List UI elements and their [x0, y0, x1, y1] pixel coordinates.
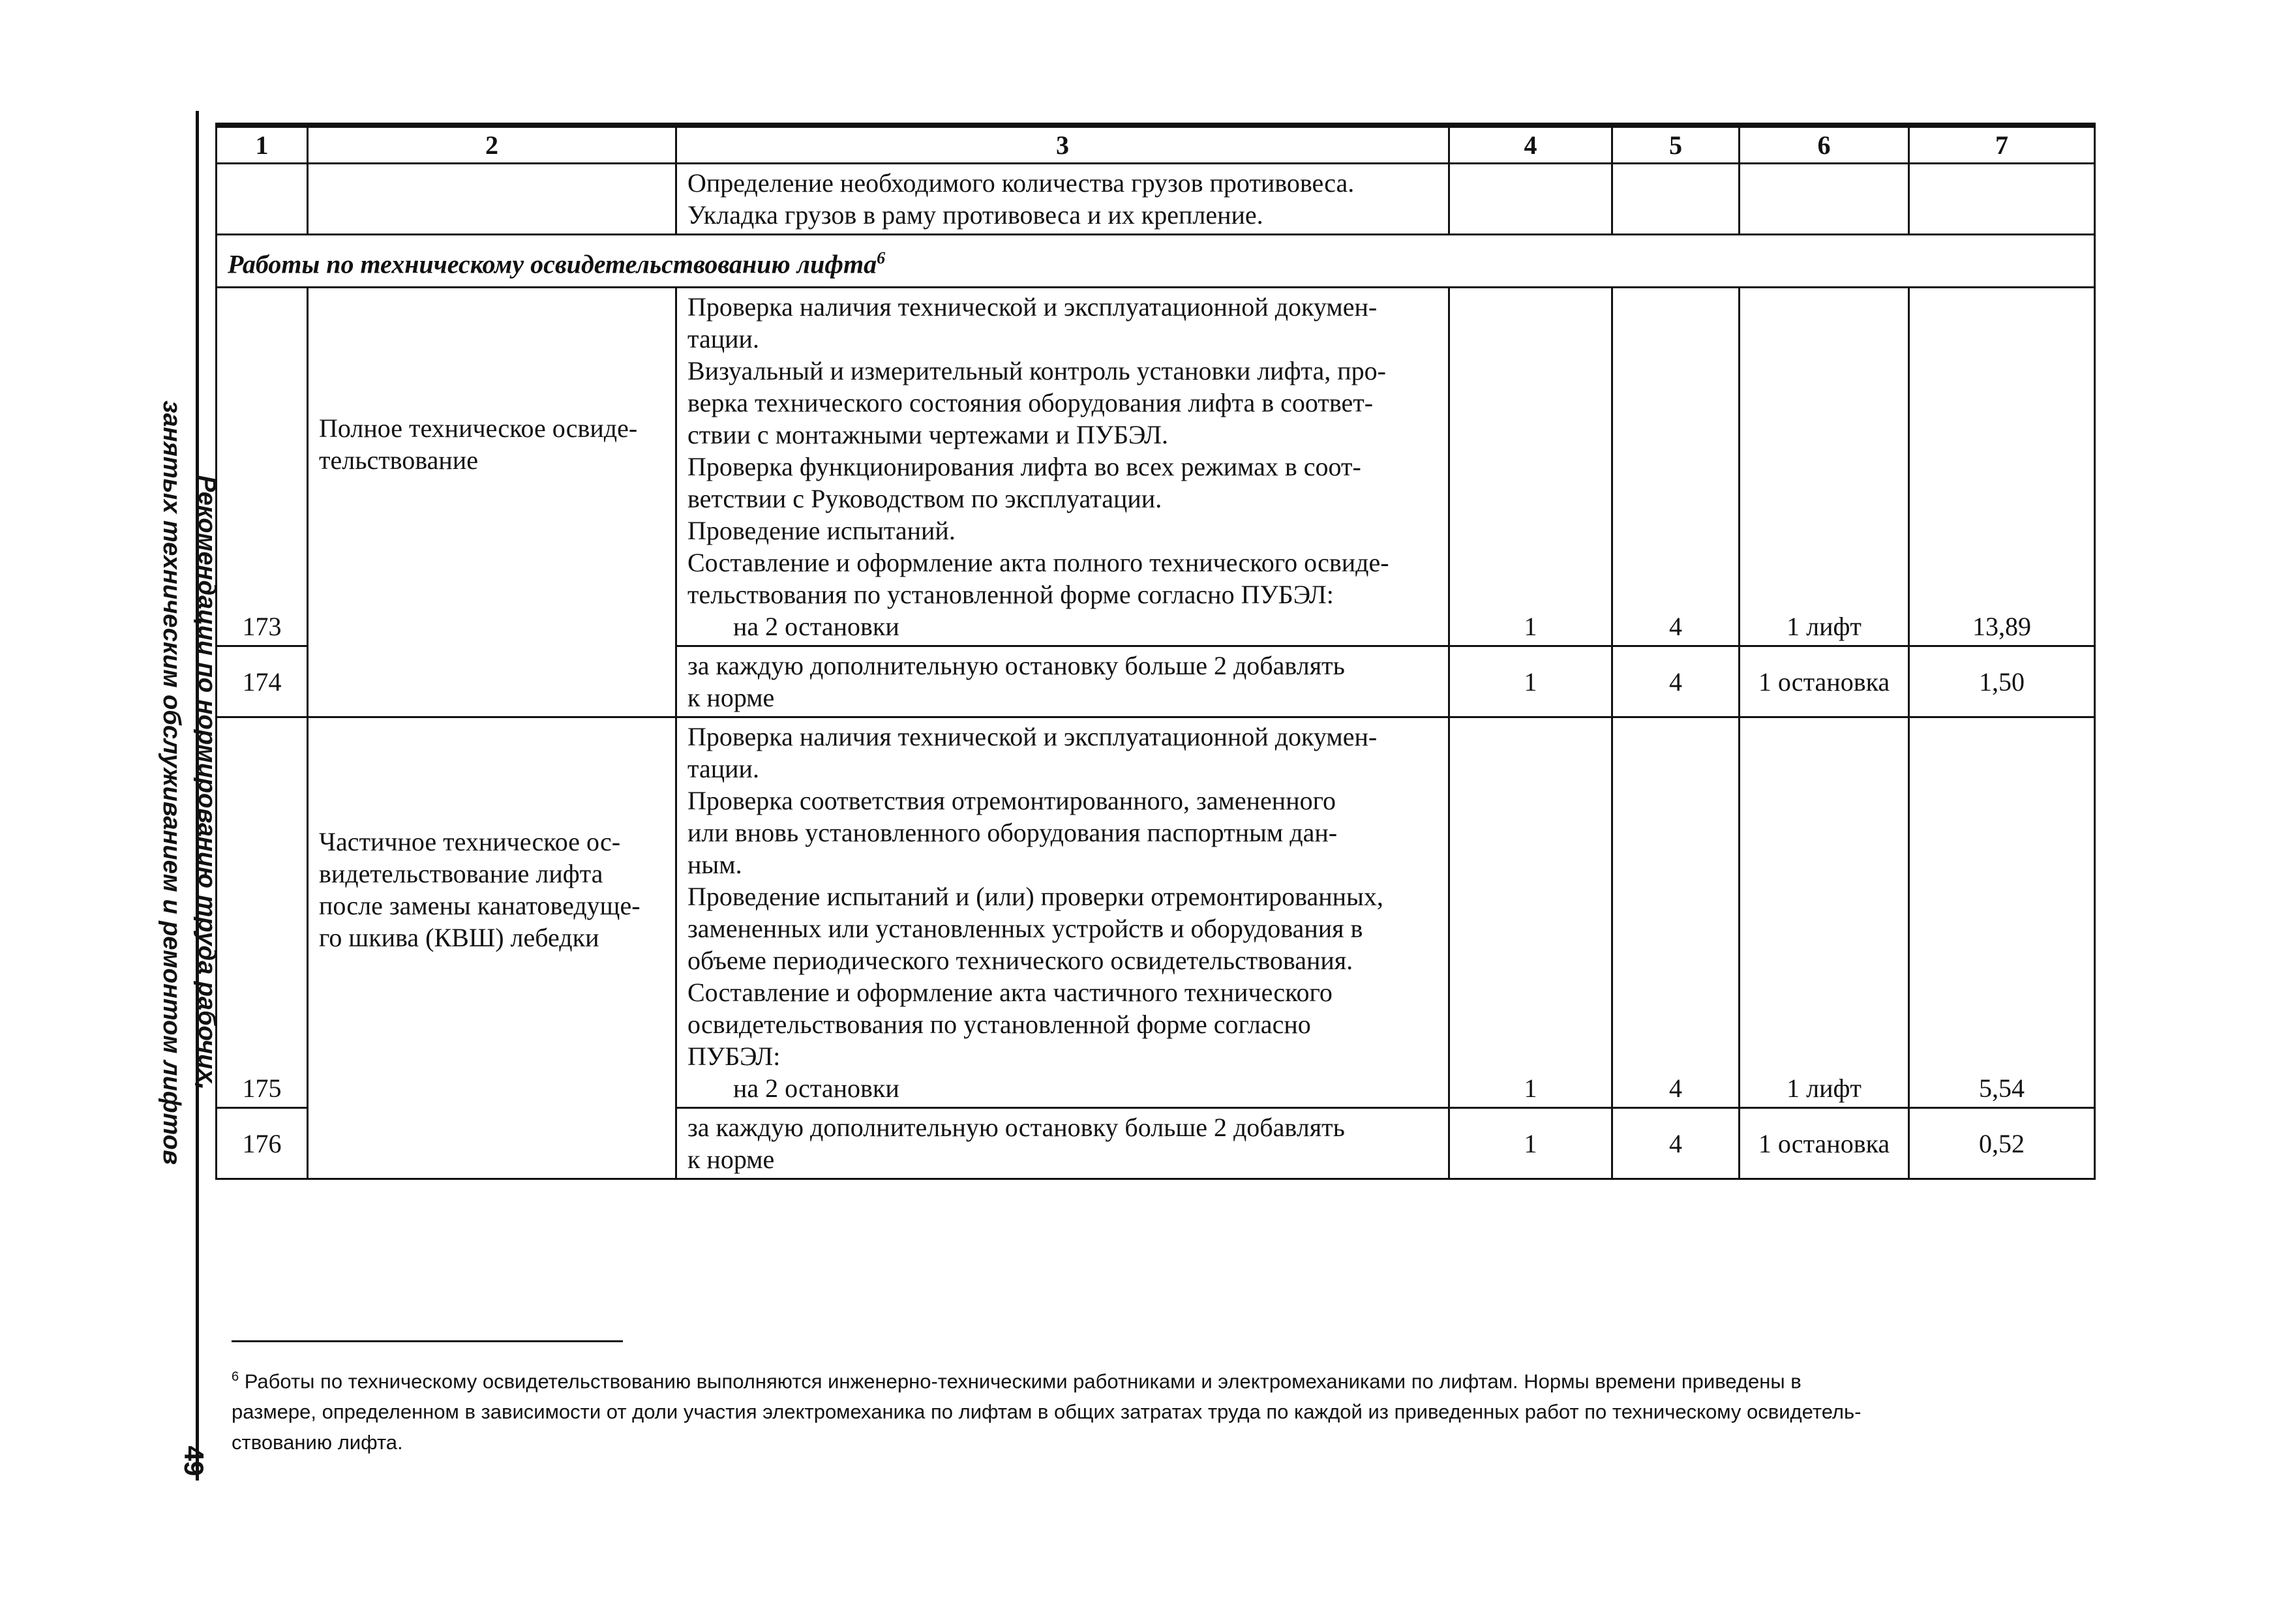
text-line: верка технического состояния оборудования лифта в соответ- [687, 388, 1374, 418]
row-number: 174 [217, 646, 308, 717]
text-line: к норме [687, 1145, 775, 1175]
col7-norm: 0,52 [1909, 1108, 2095, 1179]
header-cell: 7 [1909, 125, 2095, 164]
col6-unit: 1 остановка [1740, 646, 1909, 717]
text-line: объеме периодического технического освидетельствования. [687, 946, 1353, 976]
col4-value: 1 [1449, 1108, 1612, 1179]
header-cell: 5 [1612, 125, 1740, 164]
text-line: Проведение испытаний. [687, 516, 956, 546]
text-line: или вновь установленного оборудования паспортным дан- [687, 818, 1338, 848]
col5-value: 4 [1612, 1108, 1740, 1179]
header-cell: 2 [308, 125, 676, 164]
footnote-line: размере, определенном в зависимости от доли участия электромеханика по лифтам в общих затратах труда по каждой из приведенных работ по техническому освидетель- [232, 1400, 1862, 1424]
text-line: Проверка функционирования лифта во всех режимах в соот- [687, 452, 1361, 482]
text-line: Проверка соответствия отремонтированного, замененного [687, 786, 1336, 816]
col6-unit: 1 лифт [1740, 717, 1909, 1108]
text-line: Проверка наличия технической и эксплуатационной докумен- [687, 292, 1378, 322]
text-line: за каждую дополнительную остановку больше 2 добавлять [687, 651, 1345, 681]
col5-value: 4 [1612, 717, 1740, 1108]
footnote-line: ствованию лифта. [232, 1431, 403, 1454]
text-line: Визуальный и измерительный контроль установки лифта, про- [687, 356, 1386, 386]
col6-unit: 1 остановка [1740, 1108, 1909, 1179]
text-line: за каждую дополнительную остановку больше 2 добавлять [687, 1113, 1345, 1143]
cell-empty [308, 164, 676, 235]
row-number: 173 [217, 288, 308, 646]
norms-table [215, 123, 2096, 1180]
header-cell: 3 [676, 125, 1449, 164]
text-line: Составление и оформление акта частичного технического [687, 978, 1333, 1008]
col5-value: 4 [1612, 288, 1740, 646]
col5-value: 4 [1612, 646, 1740, 717]
stops-label: на 2 остановки [733, 1074, 899, 1104]
header-cell: 1 [217, 125, 308, 164]
running-title-line-1: Рекомендации по нормированию труда рабочих, [193, 475, 220, 1090]
col7-norm: 13,89 [1909, 288, 2095, 646]
text-line: видетельствование лифта [319, 859, 603, 889]
extra-stop-text [676, 646, 1449, 717]
header-row [217, 125, 2095, 164]
section-row [217, 235, 2095, 288]
text-line: ствии с монтажными чертежами и ПУБЭЛ. [687, 420, 1169, 450]
col4-value: 1 [1449, 646, 1612, 717]
footnote-divider [232, 1340, 623, 1342]
continuation-row [217, 164, 2095, 235]
table-row [217, 288, 2095, 646]
text-line: тации. [687, 754, 759, 784]
row-number: 176 [217, 1108, 308, 1179]
text-line: Проверка наличия технической и эксплуатационной докумен- [687, 722, 1378, 752]
row-number: 175 [217, 717, 308, 1108]
cell-empty [217, 164, 308, 235]
section-title: Работы по техническому освидетельствованию лифта [228, 249, 877, 279]
col7-norm: 5,54 [1909, 717, 2095, 1108]
footnote-ref: 6 [877, 248, 886, 267]
work-name [308, 288, 676, 717]
footnote-line [232, 1362, 2071, 1396]
footnote-mark: 6 [232, 1370, 239, 1384]
work-name [308, 717, 676, 1179]
header-cell: 4 [1449, 125, 1612, 164]
text-line: тации. [687, 324, 759, 354]
col7-norm: 1,50 [1909, 646, 2095, 717]
text-line: ПУБЭЛ: [687, 1042, 781, 1072]
text-line: Проведение испытаний и (или) проверки отремонтированных, [687, 882, 1383, 912]
text-line: освидетельствования по установленной форме согласно [687, 1010, 1311, 1040]
footnote [232, 1362, 2071, 1458]
work-description [676, 717, 1449, 1108]
cell-empty [1909, 164, 2095, 235]
stops-label: на 2 остановки [733, 612, 899, 642]
text-line: тельствование [319, 445, 478, 475]
text-line: го шкива (КВШ) лебедки [319, 923, 599, 953]
page-number: 49 [179, 1445, 209, 1477]
text-line: Полное техническое освиде- [319, 414, 638, 444]
running-title-line-2: занятых техническим обслуживанием и ремонтом лифтов [158, 400, 185, 1165]
text-line: Частичное техническое ос- [319, 827, 621, 857]
col4-value: 1 [1449, 717, 1612, 1108]
header-cell: 6 [1740, 125, 1909, 164]
cell-empty [1449, 164, 1612, 235]
text-line: замененных или установленных устройств и оборудования в [687, 914, 1363, 944]
text-line: ным. [687, 850, 742, 880]
cell-empty [1612, 164, 1740, 235]
text-line: тельствования по установленной форме согласно ПУБЭЛ: [687, 580, 1334, 610]
text-line: после замены канатоведуще- [319, 891, 641, 921]
running-title [154, 326, 224, 1239]
col6-unit: 1 лифт [1740, 288, 1909, 646]
continuation-text [676, 164, 1449, 235]
extra-stop-text [676, 1108, 1449, 1179]
footnote-text: Работы по техническому освидетельствованию выполняются инженерно-техническими работниками и электромеханиками по лифтам. Нормы времени приведены в [244, 1370, 1802, 1393]
section-heading [217, 235, 2095, 288]
text-line: к норме [687, 683, 775, 713]
cell-empty [1740, 164, 1909, 235]
work-description [676, 288, 1449, 646]
text-line: ветствии с Руководством по эксплуатации. [687, 484, 1162, 514]
col4-value: 1 [1449, 288, 1612, 646]
text-line: Укладка грузов в раму противовеса и их крепление. [687, 200, 1263, 230]
text-line: Составление и оформление акта полного технического освиде- [687, 548, 1389, 578]
text-line: Определение необходимого количества грузов противовеса. [687, 168, 1355, 198]
table-row [217, 717, 2095, 1108]
